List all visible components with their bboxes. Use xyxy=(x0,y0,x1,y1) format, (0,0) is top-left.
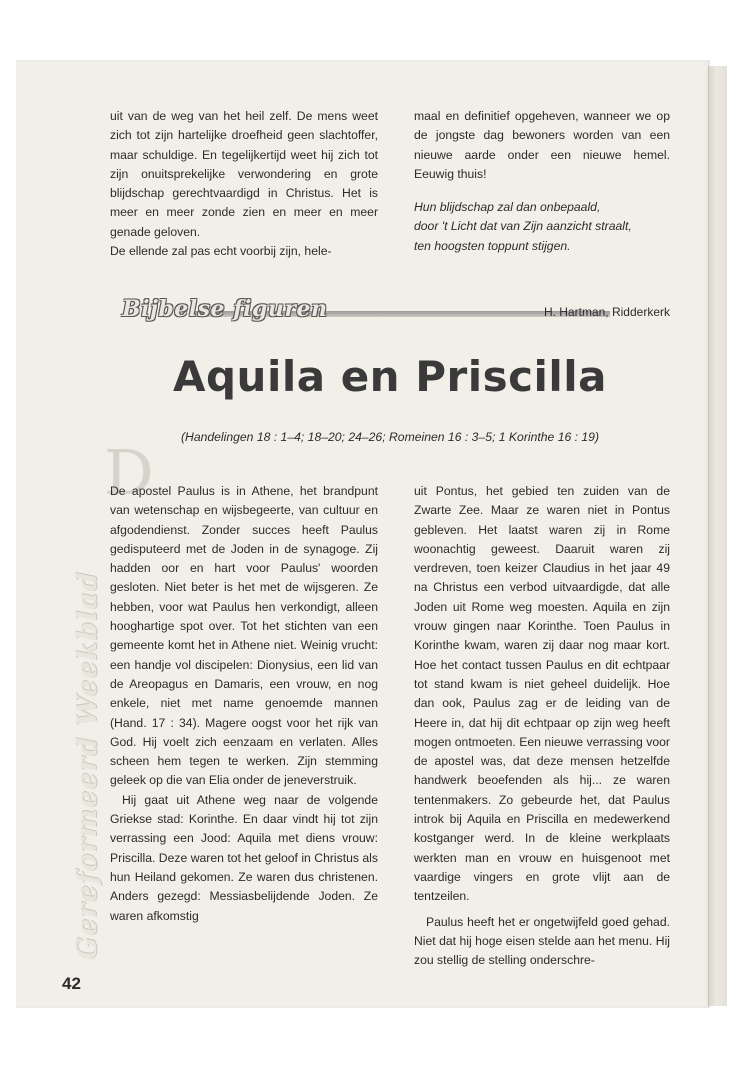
article-title: Aquila en Priscilla xyxy=(172,352,608,401)
page-number: 42 xyxy=(62,974,81,993)
poem xyxy=(414,198,670,256)
top-left-column xyxy=(110,107,378,261)
scripture-reference: (Handelingen 18 : 1–4; 18–20; 24–26; Romeinen 16 : 3–5; 1 Korinthe 16 : 19) xyxy=(180,430,600,444)
body-paragraph: Hij gaat uit Athene weg naar de volgende Griekse stad: Korinthe. En daar vindt hij tot zijn verrassing een Jood: Aquila met diens vrouw: Priscilla. Deze waren tot het geloof in Christus als hun Heiland gekomen. Ze waren dus christenen. Anders gezegd: Messiasbelijdende Joden. Ze waren afkomstig xyxy=(110,792,378,923)
top-right-paragraph: maal en definitief opgeheven, wanneer we op de jongste dag bewoners worden van een nieuwe aarde onder een nieuwe hemel. Eeuwig thuis! xyxy=(414,109,670,181)
poem-line: door 't Licht dat van Zijn aanzicht straalt, xyxy=(414,219,632,234)
top-left-paragraph-2: De ellende zal pas echt voorbij zijn, hele- xyxy=(110,244,332,259)
body-paragraph: De apostel Paulus is in Athene, het brandpunt van wetenschap en wijsbegeerte, van cultuur en afgodendienst. Zonder succes heeft Paulus gedisputeerd met de Joden in de synagoge. Zij hadden oor en hart voor Paulus' woorden gesloten. Niet beter is het met de wijsgeren. Ze hebben, voor wat Paulus hen verkondigt, alleen hooghartige spot over. Tot het stichten van een gemeente komt het in Athene niet. Weinig vrucht: een handje vol discipelen: Dionysius, een lid van de Areopagus en Damaris, een vrouw, en nog enkele, niet met name genoemde mannen (Hand. 17 : 34). Magere oogst voor het rijk van God. Hij voelt zich eenzaam en verlaten. Alles scheen hem tegen te werken. Zijn stemming geleek op die van Elia onder de jeneverstruik. xyxy=(110,484,378,788)
magazine-watermark: Gereformeerd Weekblad xyxy=(72,571,103,960)
body-right-column xyxy=(414,482,670,970)
body-paragraph: Paulus heeft het er ongetwijfeld goed gehad. Niet dat hij hoge eisen stelde aan het menu. Hij zou stellig de stelling onderschre- xyxy=(414,914,670,968)
section-label: Bijbelse figuren xyxy=(122,296,328,322)
poem-line: ten hoogsten toppunt stijgen. xyxy=(414,238,571,253)
page-edge xyxy=(708,66,727,1006)
author-byline: H. Hartman, Ridderkerk xyxy=(543,305,670,319)
top-right-column xyxy=(414,107,670,256)
drop-cap: D xyxy=(104,436,154,509)
top-left-paragraph: uit van de weg van het heil zelf. De mens weet zich tot zijn hartelijke droefheid geen slachtoffer, maar schuldige. En tegelijkertijd weet hij zich tot zijn onuitsprekelijke verwondering en grote blijdschap gerechtvaardigd in Christus. Het is meer en meer zonde zien en meer en meer genade geloven. xyxy=(110,109,378,239)
body-left-column xyxy=(110,482,378,926)
poem-line: Hun blijdschap zal dan onbepaald, xyxy=(414,200,601,215)
body-paragraph: uit Pontus, het gebied ten zuiden van de Zwarte Zee. Maar ze waren niet in Pontus gebleven. Het laatst waren zij in Rome woonachtig geweest. Daaruit waren zij verdreven, toen keizer Claudius in het jaar 49 na Christus een verbod uitvaardigde, dat alle Joden uit Rome weg moesten. Aquila en zijn vrouw gingen naar Korinthe. Toen Paulus in Korinthe kwam, waren zij daar nog maar kort. Hoe het contact tussen Paulus en dit echtpaar tot stand kwam is niet geheel duidelijk. Hoe dan ook, Paulus zag er de leiding van de Heere in, dat hij dit echtpaar op zijn weg heeft mogen ontmoeten. Een nieuwe verrassing voor de apostel was, dat deze mensen hetzelfde handwerk beoefenden als hij... ze waren tentenmakers. Zo gebeurde het, dat Paulus introk bij Aquila en Priscilla en medewerkend kostganger werd. In de kleine werkplaats werkten man en vrouw en huisgenoot met vaardige vingers en grote vlijt aan de tentzeilen. xyxy=(414,484,670,904)
